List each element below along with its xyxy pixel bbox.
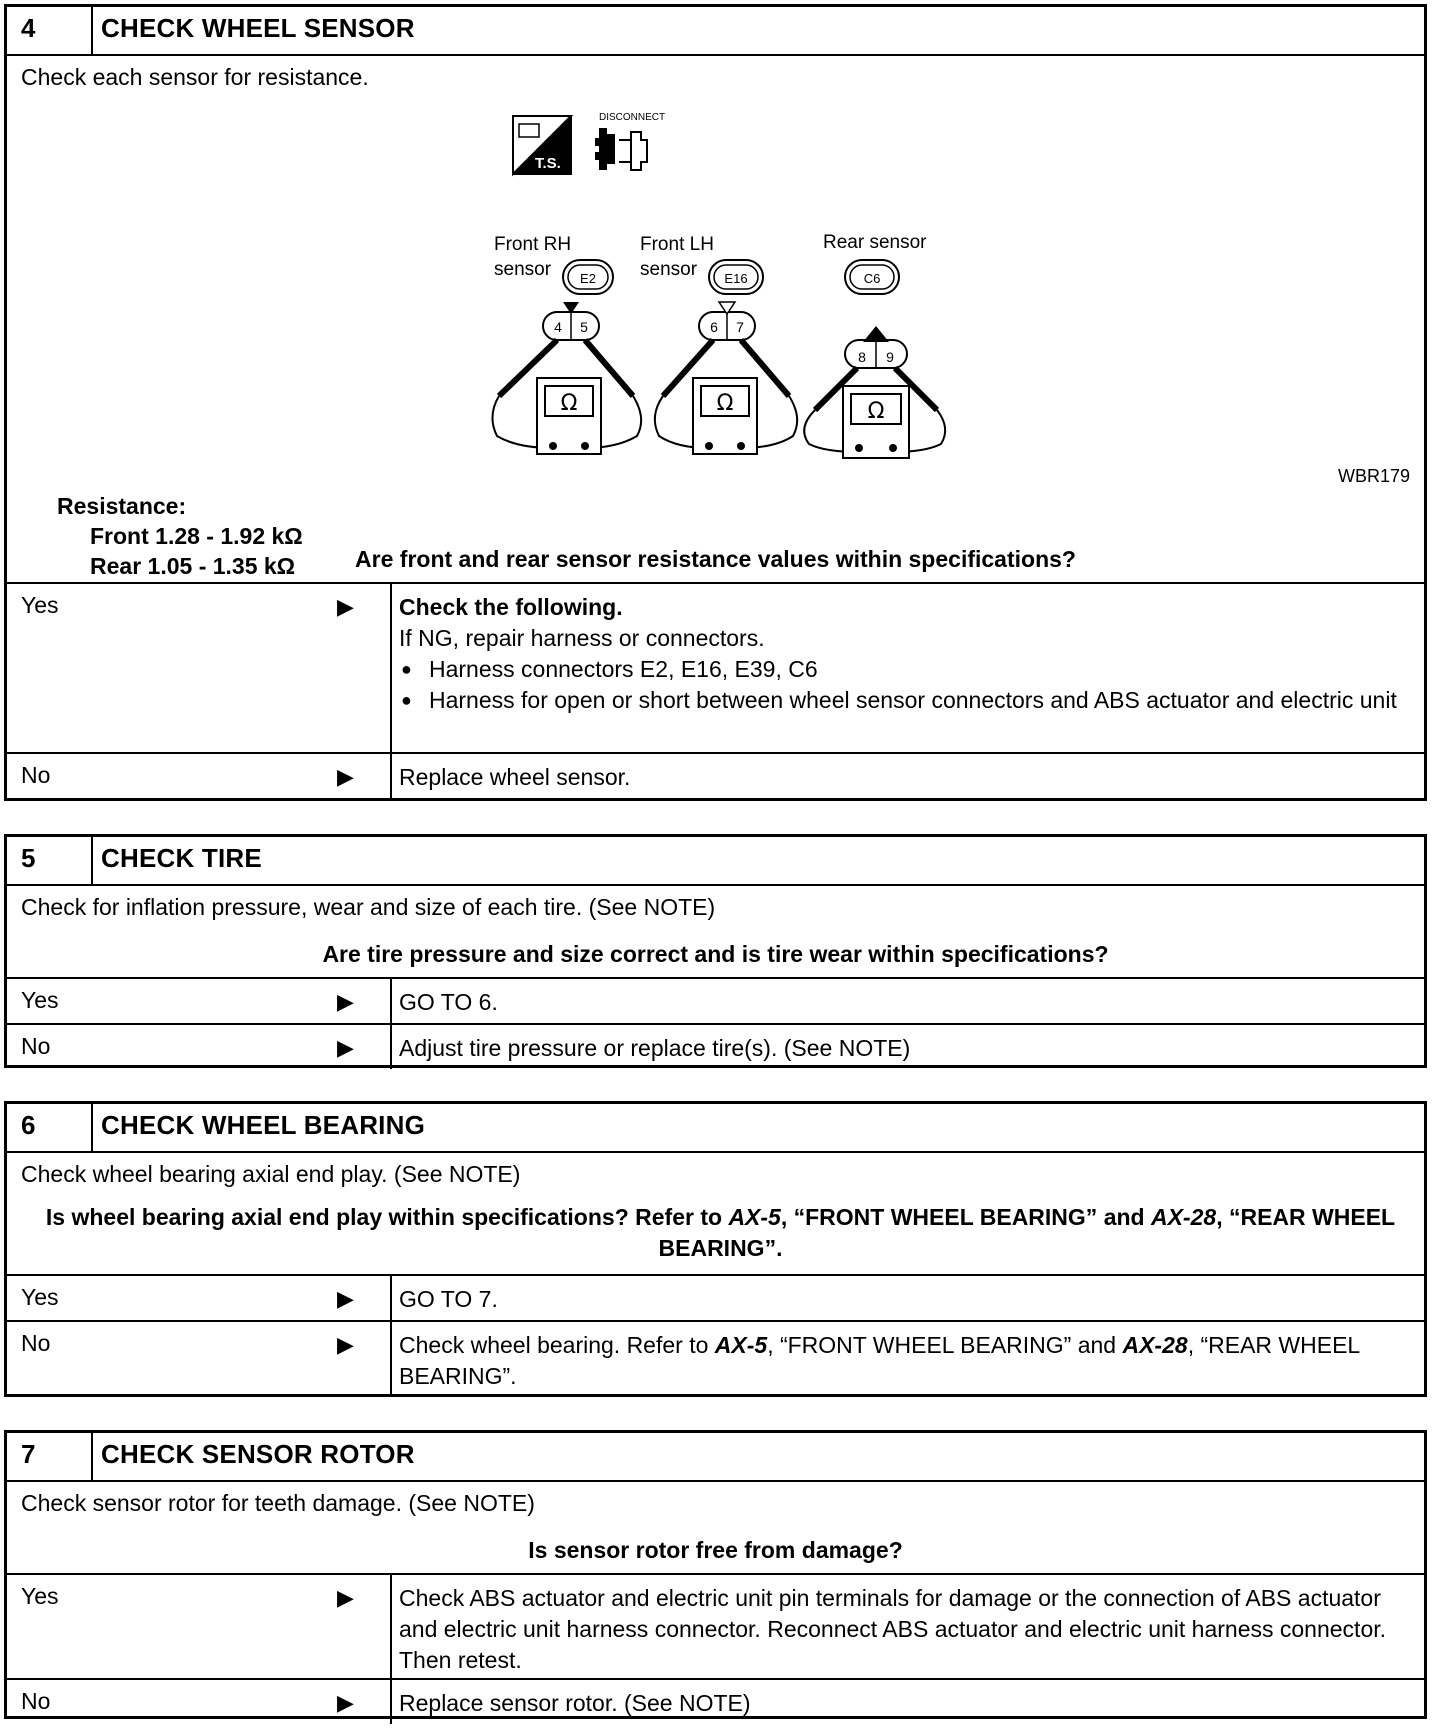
ref-link-ax28[interactable]: AX-28 xyxy=(1150,1204,1217,1230)
instruction-text: Check each sensor for resistance. xyxy=(21,64,369,90)
front-rh-line1: Front RH xyxy=(494,234,572,255)
question-text: , “FRONT WHEEL BEARING” and xyxy=(780,1204,1151,1230)
no-label-cell xyxy=(7,1322,392,1397)
step-question xyxy=(7,1202,1424,1264)
no-label: No xyxy=(21,1688,51,1714)
no-row xyxy=(7,1678,1424,1724)
step-question: Is sensor rotor free from damage? xyxy=(528,1537,903,1563)
instruction-text: Check for inflation pressure, wear and size of each tire. (See NOTE) xyxy=(21,894,716,920)
result-text: , “FRONT WHEEL BEARING” and xyxy=(767,1332,1123,1358)
pin-5: 5 xyxy=(580,319,588,335)
tester-icon xyxy=(513,116,571,174)
resistance-front: Front 1.28 - 1.92 kΩ xyxy=(90,523,303,549)
step-header xyxy=(7,1433,1424,1480)
front-lh-line2: sensor xyxy=(640,259,698,280)
no-label: No xyxy=(21,1033,51,1059)
no-label: No xyxy=(21,1330,51,1356)
no-result xyxy=(392,1322,1424,1397)
no-label-cell xyxy=(7,754,392,800)
connector-e16-text: E16 xyxy=(724,271,748,286)
no-row xyxy=(7,752,1424,800)
pin-6: 6 xyxy=(710,319,718,335)
step-number: 4 xyxy=(7,7,93,54)
instruction-text: Check wheel bearing axial end play. (See NOTE) xyxy=(21,1161,521,1187)
ohmmeter-front-lh xyxy=(655,302,797,454)
no-label-cell xyxy=(7,1025,392,1069)
step-body xyxy=(7,884,1424,977)
ref-link-ax28[interactable]: AX-28 xyxy=(1122,1332,1188,1358)
step-title: CHECK WHEEL BEARING xyxy=(101,1110,426,1140)
arrow-right-icon: ▶ xyxy=(337,1035,354,1060)
arrow-right-icon: ▶ xyxy=(337,1690,354,1715)
ohmmeter-rear xyxy=(804,326,945,458)
ohm-symbol: Ω xyxy=(560,391,578,416)
step-title: CHECK WHEEL SENSOR xyxy=(101,13,415,43)
yes-label-cell xyxy=(7,979,392,1023)
yes-line: If NG, repair harness or connectors. xyxy=(399,625,765,651)
list-item xyxy=(399,654,1424,685)
rear-sensor-label: Rear sensor xyxy=(823,232,927,253)
question-text: , “REAR WHEEL BEARING”. xyxy=(658,1204,1396,1261)
list-item xyxy=(399,685,1424,716)
yes-label-cell xyxy=(7,584,392,752)
resistance-rear: Rear 1.05 - 1.35 kΩ xyxy=(90,553,296,579)
arrow-right-icon: ▶ xyxy=(337,594,354,619)
bullet-text: Harness connectors E2, E16, E39, C6 xyxy=(429,656,818,682)
step-title: CHECK TIRE xyxy=(101,843,262,873)
step-question: Are tire pressure and size correct and is tire wear within specifications? xyxy=(322,941,1109,967)
connector-c6-badge xyxy=(845,260,899,294)
result-text: Check wheel bearing. Refer to xyxy=(399,1332,715,1358)
step-body xyxy=(7,1151,1424,1274)
pin-7: 7 xyxy=(736,319,744,335)
step-number: 7 xyxy=(7,1433,93,1480)
disconnect-icon xyxy=(595,112,665,170)
resistance-label: Resistance: xyxy=(57,493,187,519)
connector-e16-badge xyxy=(709,260,763,294)
step-body xyxy=(7,54,1424,582)
no-row xyxy=(7,1023,1424,1069)
disconnect-label: DISCONNECT xyxy=(599,112,666,123)
step-header xyxy=(7,1104,1424,1151)
pin-4: 4 xyxy=(554,319,562,335)
ohmmeter-front-rh xyxy=(492,302,641,454)
step-7-table xyxy=(4,1430,1427,1719)
figure-id: WBR179 xyxy=(1337,466,1410,486)
connector-e2-text: E2 xyxy=(580,271,596,286)
step-4-table xyxy=(4,4,1427,801)
no-result: Replace sensor rotor. (See NOTE) xyxy=(399,1690,751,1716)
yes-result: GO TO 7. xyxy=(399,1286,498,1312)
arrow-right-icon: ▶ xyxy=(337,989,354,1014)
no-result: Adjust tire pressure or replace tire(s). (See NOTE) xyxy=(399,1035,911,1061)
bullet-icon: ● xyxy=(401,690,412,710)
result-text: , “REAR WHEEL BEARING”. xyxy=(399,1332,1360,1389)
no-label-cell xyxy=(7,1680,392,1724)
no-result: Replace wheel sensor. xyxy=(399,764,631,790)
step-header xyxy=(7,7,1424,54)
yes-row xyxy=(7,1274,1424,1320)
pin-8: 8 xyxy=(858,349,866,365)
yes-row xyxy=(7,977,1424,1023)
yes-label: Yes xyxy=(21,987,59,1013)
step-number: 5 xyxy=(7,837,93,884)
question-text: Is wheel bearing axial end play within specifications? Refer to xyxy=(45,1204,729,1230)
yes-heading: Check the following. xyxy=(399,594,623,620)
step-question: Are front and rear sensor resistance values within specifications? xyxy=(355,546,1076,572)
no-label: No xyxy=(21,762,51,788)
yes-label-cell xyxy=(7,1276,392,1320)
front-rh-label xyxy=(494,232,571,282)
connector-c6-text: C6 xyxy=(863,271,881,286)
bullet-icon: ● xyxy=(401,659,412,679)
yes-result xyxy=(392,584,1424,752)
yes-result: GO TO 6. xyxy=(399,989,498,1015)
ref-link-ax5[interactable]: AX-5 xyxy=(728,1204,781,1230)
instruction-text: Check sensor rotor for teeth damage. (See NOTE) xyxy=(21,1490,535,1516)
no-row xyxy=(7,1320,1424,1397)
front-lh-label xyxy=(640,232,714,282)
yes-row xyxy=(7,1573,1424,1678)
ohm-symbol: Ω xyxy=(716,391,734,416)
yes-row xyxy=(7,582,1424,752)
step-header xyxy=(7,837,1424,884)
pin-9: 9 xyxy=(886,349,894,365)
front-rh-line2: sensor xyxy=(494,259,552,280)
step-body xyxy=(7,1480,1424,1573)
step-5-table xyxy=(4,834,1427,1068)
yes-label-cell xyxy=(7,1575,392,1678)
arrow-right-icon: ▶ xyxy=(337,1286,354,1311)
yes-label: Yes xyxy=(21,592,59,618)
yes-label: Yes xyxy=(21,1284,59,1310)
front-lh-line1: Front LH xyxy=(640,234,714,255)
arrow-right-icon: ▶ xyxy=(337,764,354,789)
yes-result: Check ABS actuator and electric unit pin terminals for damage or the connection of ABS actuator and electric unit harness connector. Reconnect ABS actuator and electric unit harness connector. Then retest. xyxy=(399,1585,1387,1673)
step-6-table xyxy=(4,1101,1427,1397)
ohm-symbol: Ω xyxy=(867,399,885,424)
bullet-text: Harness for open or short between wheel sensor connectors and ABS actuator and electric unit xyxy=(429,687,1397,713)
ts-label: T.S. xyxy=(535,155,561,172)
ref-link-ax5[interactable]: AX-5 xyxy=(714,1332,768,1358)
step-title: CHECK SENSOR ROTOR xyxy=(101,1439,415,1469)
step-number: 6 xyxy=(7,1104,93,1151)
yes-label: Yes xyxy=(21,1583,59,1609)
arrow-right-icon: ▶ xyxy=(337,1585,354,1610)
arrow-right-icon: ▶ xyxy=(337,1332,354,1357)
